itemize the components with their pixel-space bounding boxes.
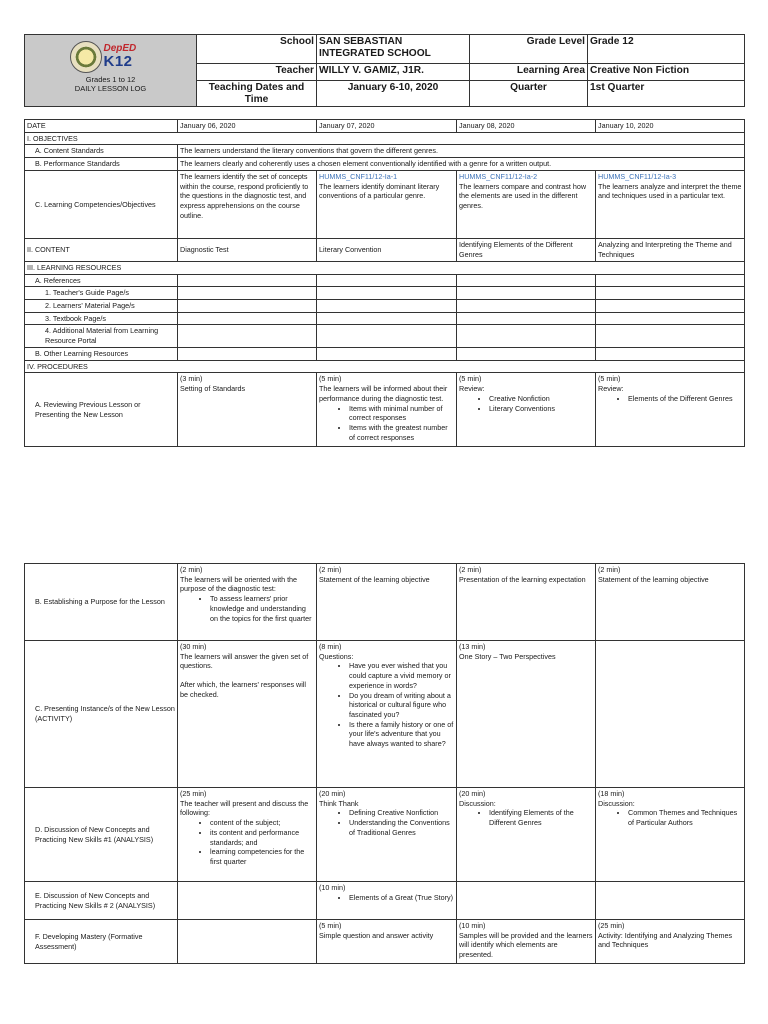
teachers-guide-label: 1. Teacher's Guide Page/s	[25, 287, 178, 300]
content-label: II. CONTENT	[25, 238, 178, 261]
discussion1-cell-3: (20 min) Discussion: • Identifying Elements of the Different Genres	[457, 788, 596, 882]
list-item: • Identifying Elements of the Different Genres	[489, 808, 593, 827]
list-item: • Items with the greatest number of correct responses	[349, 423, 454, 442]
purpose-cell-2: (2 min) Statement of the learning objective	[317, 564, 457, 641]
additional-material-label: 4. Additional Material from Learning Resource Portal	[25, 325, 178, 347]
presenting-cell-4	[596, 641, 745, 788]
learning-resources-heading: III. LEARNING RESOURCES	[25, 261, 745, 274]
competency-code-2: HUMMS_CNF11/12-Ia-2	[459, 171, 538, 181]
lesson-table-page2	[24, 563, 745, 964]
logo-text-k12: K12	[103, 53, 133, 70]
date-2: January 07, 2020	[317, 120, 457, 133]
list-item: • Elements of the Different Genres	[628, 394, 742, 404]
school-value: SAN SEBASTIAN INTEGRATED SCHOOL	[317, 35, 470, 64]
list-item: • Do you dream of writing about a historical or cultural figure who fascinated you?	[349, 691, 454, 720]
reviewing-label: A. Reviewing Previous Lesson or Presenting the New Lesson	[25, 373, 178, 447]
presenting-cell-2: (8 min) Questions: • Have you ever wished that you could capture a vivid memory or experience in words? • Do you dream of writing about a historical or cultural figure who fascinated you? • Is there a family history or one of your life's adventure that you have always wanted to share?	[317, 641, 457, 788]
date-1: January 06, 2020	[178, 120, 317, 133]
references-label: A. References	[25, 274, 178, 287]
other-resources-label: B. Other Learning Resources	[25, 347, 178, 360]
competency-code-1: HUMMS_CNF11/12-Ia-1	[319, 171, 398, 181]
teacher-label: Teacher	[197, 64, 317, 81]
list-item: • Have you ever wished that you could capture a vivid memory or experience in words?	[349, 661, 454, 690]
list-item: • Common Themes and Techniques of Particular Authors	[628, 808, 742, 827]
list-item: • its content and performance standards; and	[210, 828, 314, 847]
competency-4-cell	[596, 170, 745, 238]
list-item: • Is there a family history or one of your life's adventure that you have always wanted to share?	[349, 720, 454, 749]
competency-4: The learners analyze and interpret the theme and techniques used in a particular text.	[598, 181, 742, 201]
list-item: • Understanding the Conventions of Traditional Genres	[349, 818, 454, 837]
date-4: January 10, 2020	[596, 120, 745, 133]
dates-value: January 6-10, 2020	[317, 81, 470, 107]
content-2: Literary Convention	[317, 238, 457, 261]
grade-label: Grade Level	[470, 35, 588, 64]
teacher-value: WILLY V. GAMIZ, J1R.	[317, 64, 470, 81]
presenting-cell-1: (30 min) The learners will answer the given set of questions. After which, the learners' responses will be checked.	[178, 641, 317, 788]
list-item: • Creative Nonfiction	[489, 394, 593, 404]
list-item: • learning competencies for the first quarter	[210, 847, 314, 866]
logo-cell	[25, 35, 197, 107]
competency-3: The learners compare and contrast how the elements are used in the different genres.	[459, 181, 587, 211]
quarter-label: Quarter	[470, 81, 588, 107]
content-1: Diagnostic Test	[178, 238, 317, 261]
list-item: • Items with minimal number of correct responses	[349, 404, 454, 423]
mastery-label: F. Developing Mastery (Formative Assessment)	[25, 920, 178, 964]
content-standards-label: A. Content Standards	[25, 145, 178, 158]
deped-seal-icon	[70, 41, 102, 73]
quarter-value: 1st Quarter	[588, 81, 745, 107]
caption-grades: Grades 1 to 12	[85, 75, 136, 84]
reviewing-cell-1: (3 min) Setting of Standards	[178, 373, 317, 447]
discussion1-cell-2: (20 min) Think Thank • Defining Creative Nonfiction • Understanding the Conventions of Traditional Genres	[317, 788, 457, 882]
discussion2-label: E. Discussion of New Concepts and Practicing New Skills # 2 (ANALYSIS)	[25, 882, 178, 920]
competency-code-3: HUMMS_CNF11/12-Ia-3	[598, 171, 677, 181]
mastery-cell-3: (10 min) Samples will be provided and the learners will identify which elements are presented.	[457, 920, 596, 964]
dates-label: Teaching Dates and Time	[197, 81, 317, 107]
content-3: Identifying Elements of the Different Genres	[457, 238, 596, 261]
mastery-cell-4: (25 min) Activity: Identifying and Analyzing Themes and Techniques	[596, 920, 745, 964]
date-label: DATE	[25, 120, 178, 133]
deped-logo	[56, 37, 166, 75]
textbook-label: 3. Textbook Page/s	[25, 312, 178, 325]
content-4: Analyzing and Interpreting the Theme and Techniques	[596, 238, 745, 261]
list-item: • To assess learners' prior knowledge and understanding on the topics for the first quarter	[210, 594, 314, 623]
discussion1-label: D. Discussion of New Concepts and Practicing New Skills #1 (ANALYSIS)	[25, 788, 178, 882]
discussion1-cell-1: (25 min) The teacher will present and discuss the following: • content of the subject; • its content and performance standards; and • learning competencies for the first quarter	[178, 788, 317, 882]
procedures-heading: IV. PROCEDURES	[25, 360, 745, 373]
area-value: Creative Non Fiction	[588, 64, 745, 81]
content-standards-value: The learners understand the literary conventions that govern the different genres.	[178, 145, 745, 158]
purpose-label: B. Establishing a Purpose for the Lesson	[25, 564, 178, 641]
logo-text-deped: DepED	[103, 43, 137, 54]
school-label: School	[197, 35, 317, 64]
list-item: • content of the subject;	[210, 818, 314, 828]
list-item: • Elements of a Great (True Story)	[349, 893, 454, 903]
reviewing-cell-4: (5 min) Review: • Elements of the Different Genres	[596, 373, 745, 447]
list-item: • Defining Creative Nonfiction	[349, 808, 454, 818]
reviewing-list-3	[459, 394, 593, 413]
mastery-cell-2: (5 min) Simple question and answer activity	[317, 920, 457, 964]
presenting-cell-3: (13 min) One Story – Two Perspectives	[457, 641, 596, 788]
competency-3-cell	[457, 170, 596, 238]
reviewing-list-2	[319, 404, 454, 443]
purpose-cell-1: (2 min) The learners will be oriented with the purpose of the diagnostic test: • To assess learners' prior knowledge and understanding on the topics for the first quarter	[178, 564, 317, 641]
discussion1-cell-4: (18 min) Discussion: • Common Themes and Techniques of Particular Authors	[596, 788, 745, 882]
competency-1: The learners identify the set of concepts within the course, respond proficiently to the questions in the diagnostic test, and express apprehensions on the course outline.	[178, 170, 317, 238]
caption-dll: DAILY LESSON LOG	[74, 84, 147, 94]
reviewing-list-4	[598, 394, 742, 404]
list-item: • Literary Conventions	[489, 404, 593, 414]
date-3: January 08, 2020	[457, 120, 596, 133]
competency-2-cell	[317, 170, 457, 238]
area-label: Learning Area	[470, 64, 588, 81]
header-table	[24, 34, 745, 107]
discussion2-cell-2: (10 min) • Elements of a Great (True Story)	[317, 882, 457, 920]
performance-standards-label: B. Performance Standards	[25, 158, 178, 171]
reviewing-cell-3: (5 min) Review: • Creative Nonfiction • Literary Conventions	[457, 373, 596, 447]
competency-2: The learners identify dominant literary conventions of a particular genre.	[319, 181, 440, 201]
objectives-heading: I. OBJECTIVES	[25, 132, 745, 145]
presenting-label: C. Presenting Instance/s of the New Lesson (ACTIVITY)	[25, 641, 178, 788]
purpose-cell-3: (2 min) Presentation of the learning expectation	[457, 564, 596, 641]
performance-standards-value: The learners clearly and coherently uses a chosen element conventionally identified with a genre for a written output.	[178, 158, 745, 171]
competencies-label: C. Learning Competencies/Objectives	[25, 170, 178, 238]
reviewing-cell-2: (5 min) The learners will be informed about their performance during the diagnostic test. • Items with minimal number of correct responses • Items with the greatest number of correct responses	[317, 373, 457, 447]
grade-value: Grade 12	[588, 35, 745, 64]
purpose-cell-4: (2 min) Statement of the learning objective	[596, 564, 745, 641]
lesson-table-page1	[24, 119, 745, 447]
learners-material-label: 2. Learners' Material Page/s	[25, 300, 178, 313]
